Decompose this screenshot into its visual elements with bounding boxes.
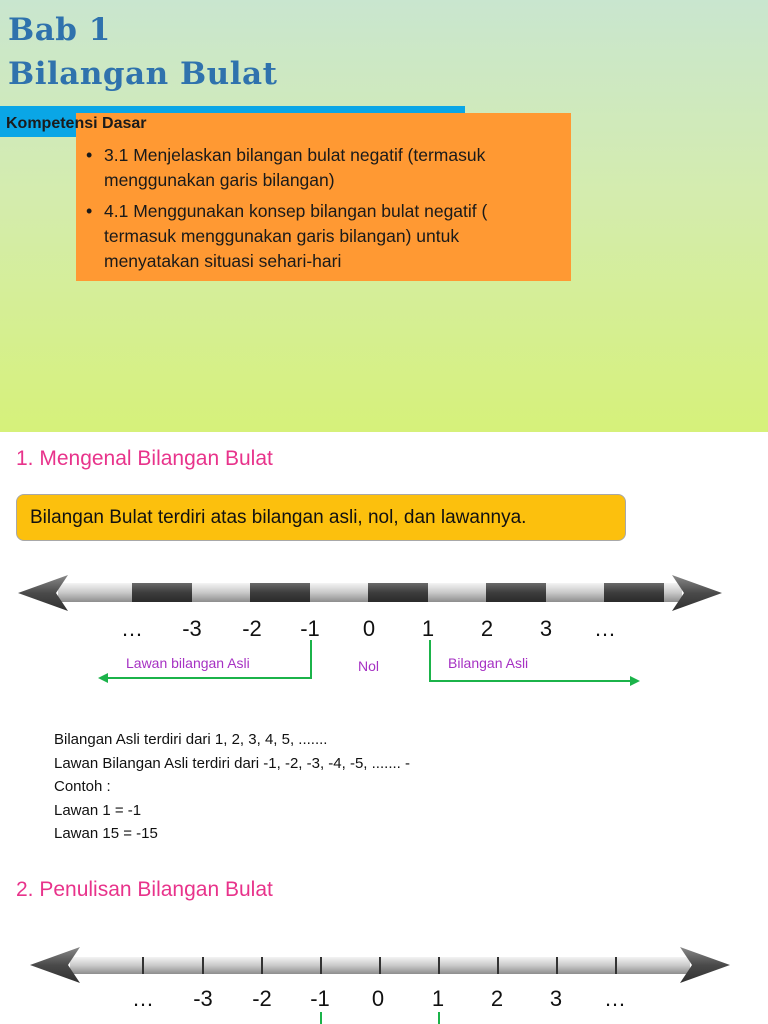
number-line-label: 1 <box>421 616 435 641</box>
number-line-tick <box>320 957 322 974</box>
positive-bracket <box>438 1012 440 1024</box>
slide-competency <box>0 0 768 432</box>
definition-box: Bilangan Bulat terdiri atas bilangan asli, nol, dan lawannya. <box>16 494 626 541</box>
facts-list <box>54 728 410 846</box>
number-line-label: -2 <box>242 616 262 641</box>
number-line-label: -3 <box>182 616 202 641</box>
number-line-segment <box>132 583 192 602</box>
section-2-heading: 2. Penulisan Bilangan Bulat <box>16 878 273 901</box>
number-line-label: -1 <box>310 986 330 1011</box>
number-line-tick <box>202 957 204 974</box>
number-line-tick <box>379 957 381 974</box>
number-line-label: 0 <box>362 616 376 641</box>
number-line-segment <box>250 583 310 602</box>
number-line-2 <box>30 944 730 986</box>
fact-line: Contoh : <box>54 778 111 795</box>
number-line-segment <box>486 583 546 602</box>
number-line-label: … <box>594 616 616 641</box>
chapter-title <box>8 8 277 96</box>
right-arrow-icon <box>630 676 640 686</box>
number-line-label: 2 <box>490 986 504 1011</box>
caption-positive: Bilangan Asli <box>448 655 529 671</box>
caption-negative: Lawan bilangan Asli <box>126 655 250 671</box>
number-line-label: 2 <box>480 616 494 641</box>
fact-line: Bilangan Asli terdiri dari 1, 2, 3, 4, 5, ....... <box>54 731 328 748</box>
fact-line: Lawan Bilangan Asli terdiri dari -1, -2, -3, -4, -5, ....... - <box>54 754 410 772</box>
left-arrow-icon <box>98 673 108 683</box>
number-line-label: 0 <box>371 986 385 1011</box>
number-line-segment <box>368 583 428 602</box>
number-line-label: 3 <box>539 616 553 641</box>
number-line-label: -2 <box>252 986 272 1011</box>
number-line-tick <box>438 957 440 974</box>
number-line-label: … <box>604 986 626 1011</box>
number-line-label: -3 <box>193 986 213 1011</box>
competency-label: Kompetensi Dasar <box>6 115 147 132</box>
number-line-tick <box>497 957 499 974</box>
number-line-label: -1 <box>300 616 320 641</box>
section-1-heading: 1. Mengenal Bilangan Bulat <box>16 447 273 470</box>
number-line-tick <box>142 957 144 974</box>
number-line-label: 1 <box>431 986 445 1011</box>
fact-line: Lawan 1 = -1 <box>54 801 142 819</box>
number-line-tick <box>261 957 263 974</box>
fact-line: Lawan 15 = -15 <box>54 825 158 842</box>
number-line-tick <box>556 957 558 974</box>
number-line-label: 3 <box>549 986 563 1011</box>
competency-item: • 4.1 Menggunakan konsep bilangan bulat negatif ( termasuk menggunakan garis bilangan) untuk menyatakan situasi sehari-hari <box>82 199 559 274</box>
competency-item: • 3.1 Menjelaskan bilangan bulat negatif (termasuk menggunakan garis bilangan) <box>82 143 559 193</box>
number-line-tick <box>615 957 617 974</box>
caption-zero: Nol <box>358 658 380 674</box>
number-line-segment <box>604 583 664 602</box>
number-line-1 <box>18 572 722 614</box>
competency-box <box>76 113 571 281</box>
number-line-2-brackets <box>316 1012 446 1024</box>
number-line-label: … <box>132 986 154 1011</box>
chapter-name: Bilangan Bulat <box>8 56 278 92</box>
number-line-label: … <box>121 616 143 641</box>
chapter-number: Bab 1 <box>8 12 111 48</box>
negative-bracket <box>320 1012 322 1024</box>
competency-list <box>82 143 559 274</box>
